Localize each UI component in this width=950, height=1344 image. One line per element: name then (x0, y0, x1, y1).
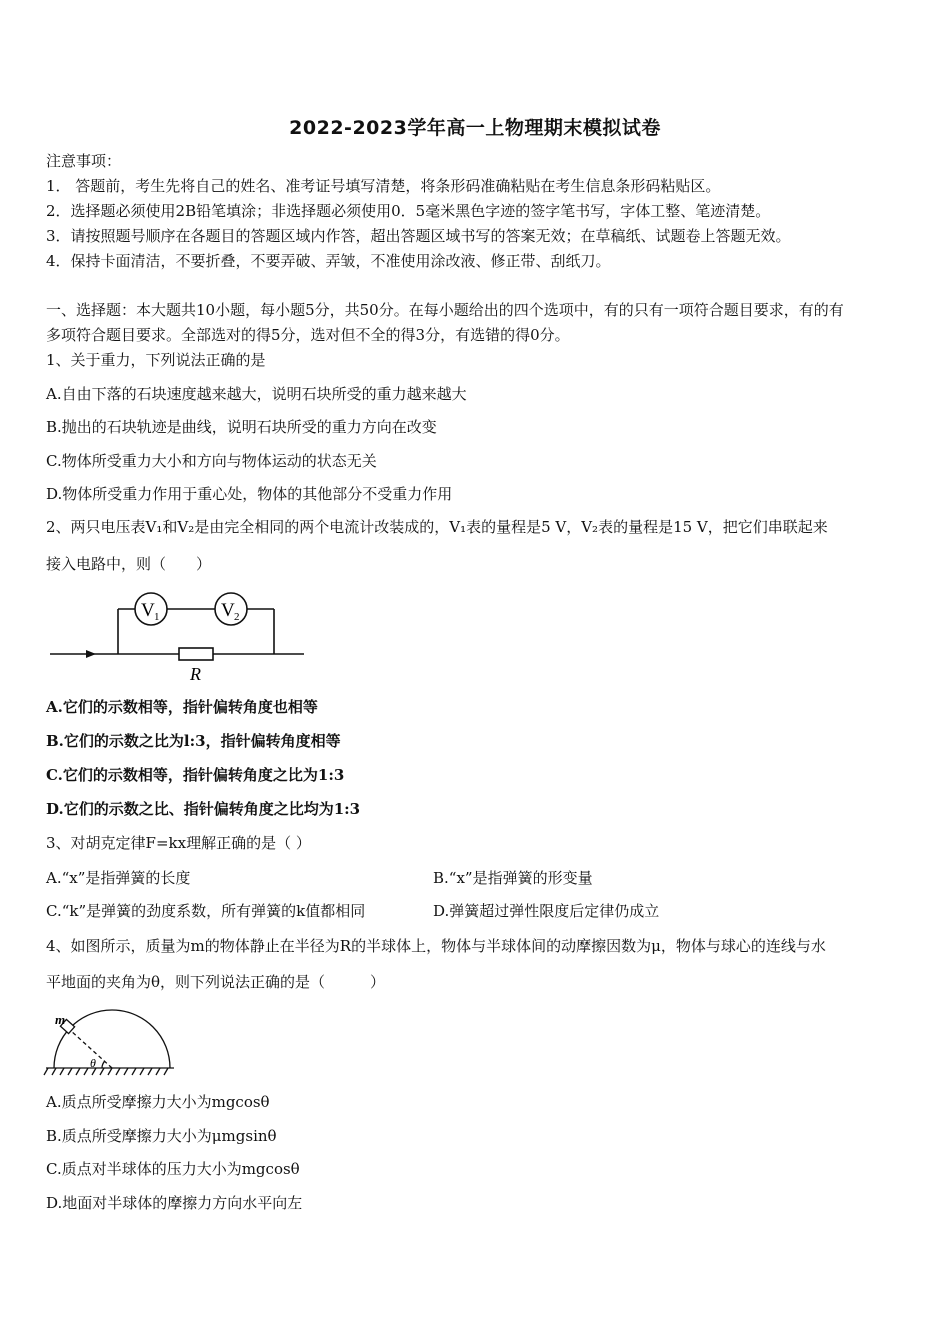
notice-heading: 注意事项： (46, 152, 122, 170)
q2-option-c: C.它们的示数相等，指针偏转角度之比为1:3 (46, 766, 345, 784)
q4-stem-line2: 平地面的夹角为θ，则下列说法正确的是（ ） (46, 973, 386, 991)
current-arrow-icon (86, 650, 96, 658)
section-heading-line1: 一、选择题：本大题共10小题，每小题5分，共50分。在每小题给出的四个选项中，有的只有一项符合题目要求，有的有 (46, 301, 844, 319)
q3-option-d: D.弹簧超过弹性限度后定律仍成立 (433, 902, 660, 920)
q4-option-a: A.质点所受摩擦力大小为mgcosθ (46, 1093, 270, 1111)
notice-item-1: 1． 答题前，考生先将自己的姓名、准考证号填写清楚，将条形码准确粘贴在考生信息条形码粘贴区。 (46, 177, 721, 195)
voltmeter-2-subscript: 2 (234, 611, 240, 623)
q2-stem-line1: 2、两只电压表V₁和V₂是由完全相同的两个电流计改装成的，V₁表的量程是5 V，V₂表的量程是15 V，把它们串联起来 (46, 518, 828, 536)
section-heading-line2: 多项符合题目要求。全部选对的得5分，选对但不全的得3分，有选错的得0分。 (46, 326, 570, 344)
q2-option-d: D.它们的示数之比、指针偏转角度之比均为1:3 (46, 800, 361, 818)
voltmeter-2-label: V (221, 600, 235, 621)
q1-option-b: B.抛出的石块轨迹是曲线，说明石块所受的重力方向在改变 (46, 418, 437, 436)
q1-option-c: C.物体所受重力大小和方向与物体运动的状态无关 (46, 452, 377, 470)
q1-stem: 1、关于重力，下列说法正确的是 (46, 351, 266, 369)
q4-option-c: C.质点对半球体的压力大小为mgcosθ (46, 1160, 300, 1178)
q1-option-d: D.物体所受重力作用于重心处，物体的其他部分不受重力作用 (46, 485, 453, 503)
q3-stem: 3、对胡克定律F=kx理解正确的是（ ） (46, 834, 311, 852)
resistor-label: R (190, 664, 201, 684)
q2-stem-line2: 接入电路中，则（ ） (46, 555, 212, 573)
notice-item-3: 3．请按照题号顺序在各题目的答题区域内作答，超出答题区域书写的答案无效；在草稿纸、试题卷上答题无效。 (46, 227, 791, 245)
q3-option-c: C.“k”是弹簧的劲度系数，所有弹簧的k值都相同 (46, 902, 366, 920)
q4-option-b: B.质点所受摩擦力大小为μmgsinθ (46, 1127, 277, 1145)
page-title: 2022-2023学年高一上物理期末模拟试卷 (289, 117, 661, 139)
q1-option-a: A.自由下落的石块速度越来越大，说明石块所受的重力越来越大 (46, 385, 467, 403)
mass-label: m (55, 1012, 66, 1027)
voltmeter-1-subscript: 1 (154, 611, 160, 623)
q4-option-d: D.地面对半球体的摩擦力方向水平向左 (46, 1194, 303, 1212)
q2-option-a: A.它们的示数相等，指针偏转角度也相等 (46, 698, 318, 716)
q2-option-b: B.它们的示数之比为l:3，指针偏转角度相等 (46, 732, 341, 750)
circuit-diagram (46, 588, 316, 688)
notice-item-2: 2．选择题必须使用2B铅笔填涂；非选择题必须使用0．5毫米黑色字迹的签字笔书写，字体工整、笔迹清楚。 (46, 202, 771, 220)
hemisphere-diagram (40, 1005, 180, 1080)
q3-option-a: A.“x”是指弹簧的长度 (46, 869, 191, 887)
q3-option-b: B.“x”是指弹簧的形变量 (433, 869, 593, 887)
voltmeter-1-label: V (141, 600, 155, 621)
notice-item-4: 4．保持卡面清洁，不要折叠，不要弄破、弄皱，不准使用涂改液、修正带、刮纸刀。 (46, 252, 611, 270)
angle-label: θ (90, 1056, 96, 1070)
q4-stem-line1: 4、如图所示，质量为m的物体静止在半径为R的半球体上，物体与半球体间的动摩擦因数为μ，物体与球心的连线与水 (46, 937, 826, 955)
